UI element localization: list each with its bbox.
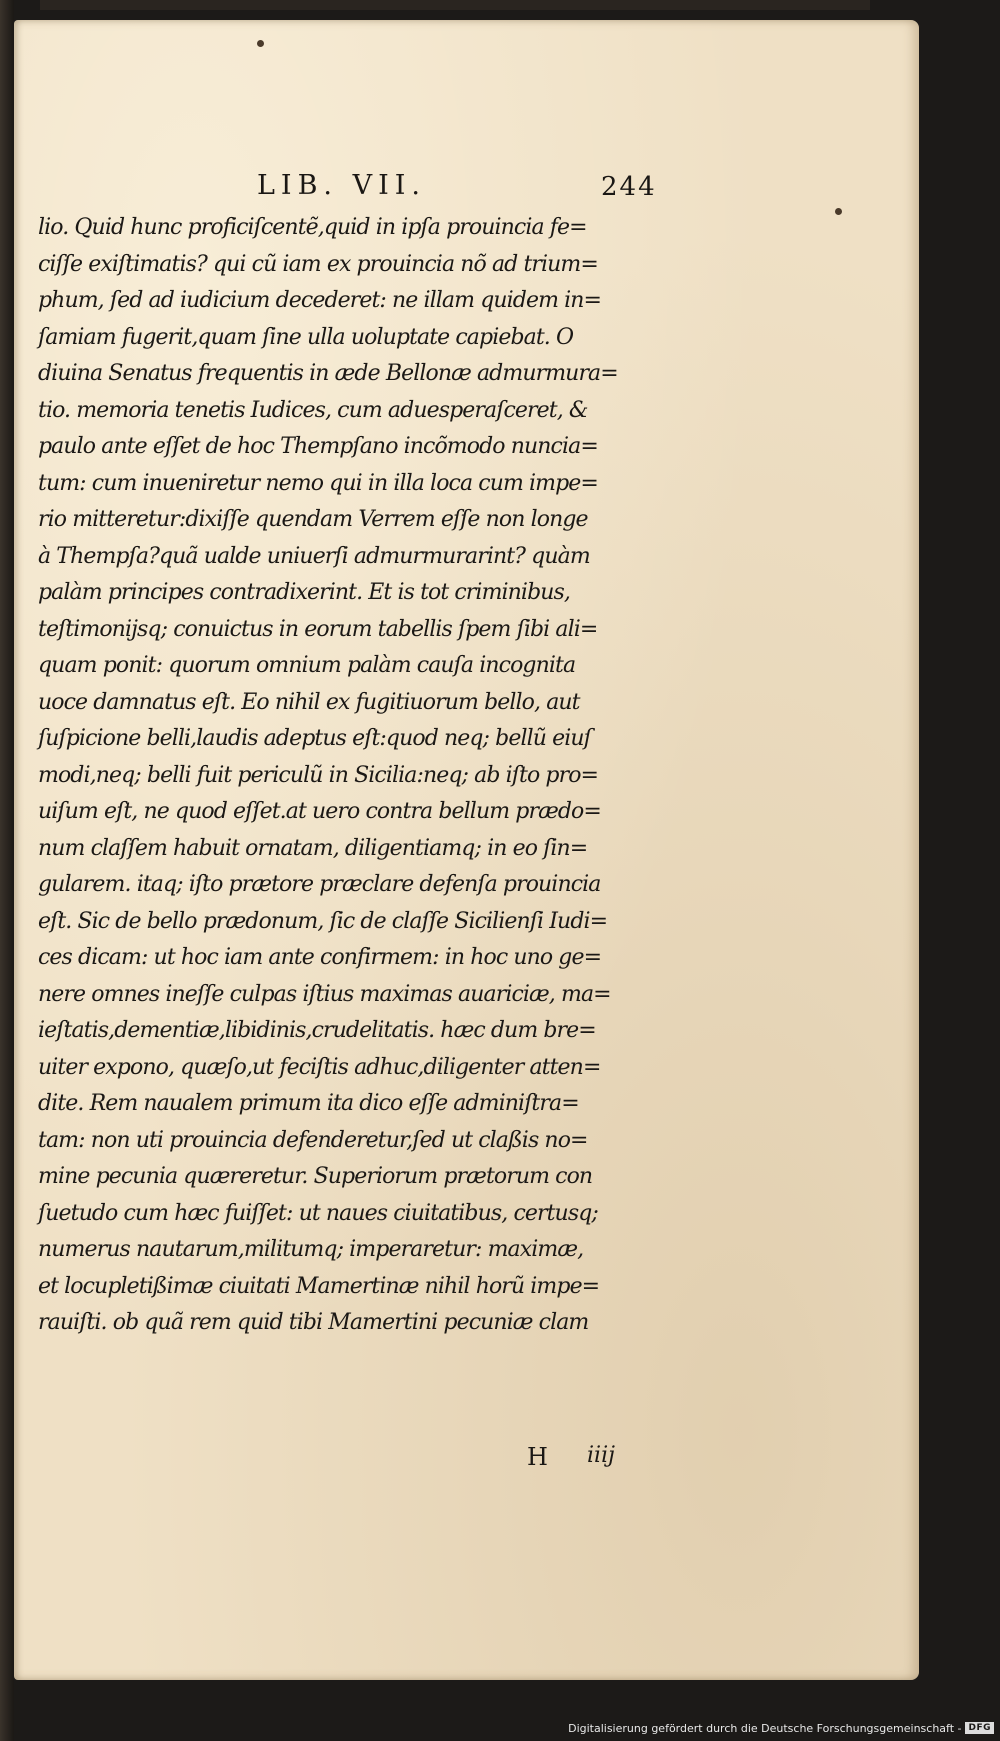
text-line: uoce damnatus eſt. Eo nihil ex fugitiuorum bello, aut bbox=[38, 689, 580, 715]
body-text bbox=[38, 210, 698, 1342]
text-line: paulo ante eſſet de hoc Thempſano incõmodo nuncia= bbox=[38, 434, 598, 459]
text-line: lio. Quid hunc proficiſcentẽ,quid in ipſa prouincia fe= bbox=[38, 215, 587, 240]
top-page-edge bbox=[40, 0, 870, 10]
text-line: uiter expono, quæſo,ut feciſtis adhuc,diligenter atten= bbox=[38, 1054, 601, 1080]
text-line: rauiſti. ob quã rem quid tibi Mamertini pecuniæ clam bbox=[38, 1310, 589, 1335]
page-number: 244 bbox=[601, 172, 657, 202]
text-line: ſuetudo cum hæc fuiſſet: ut naues ciuitatibus, certusq; bbox=[38, 1200, 598, 1226]
funding-credit: Digitalisierung gefördert durch die Deutsche Forschungsgemeinschaft - bbox=[568, 1721, 962, 1735]
text-line: palàm principes contradixerint. Et is tot criminibus, bbox=[38, 580, 571, 605]
text-line: dite. Rem naualem primum ita dico eſſe adminiſtra= bbox=[38, 1091, 579, 1116]
digitization-footer bbox=[568, 1719, 994, 1737]
text-line: quam ponit: quorum omnium palàm cauſa incognita bbox=[38, 653, 576, 678]
text-line: diuina Senatus frequentis in æde Bellonæ admurmura= bbox=[38, 361, 618, 386]
text-line: et locupletißimæ ciuitati Mamertinæ nihil horũ impe= bbox=[38, 1273, 600, 1299]
text-line: tum: cum inueniretur nemo qui in illa loca cum impe= bbox=[38, 470, 598, 496]
text-line: mine pecunia quæreretur. Superiorum prætorum con bbox=[38, 1164, 593, 1189]
text-line: phum, ſed ad iudicium decederet: ne illam quidem in= bbox=[38, 288, 602, 313]
running-head bbox=[14, 170, 919, 210]
text-line: ces dicam: ut hoc iam ante confirmem: in hoc uno ge= bbox=[38, 945, 602, 970]
signature-letter: H bbox=[527, 1443, 548, 1471]
book-page bbox=[14, 20, 919, 1680]
signature-mark bbox=[14, 1443, 919, 1477]
text-line: ſuſpicione belli,laudis adeptus eſt:quod neq; bellũ eiuſ bbox=[38, 726, 591, 751]
text-line: gularem. itaq; iſto prætore præclare defenſa prouincia bbox=[38, 872, 601, 897]
text-line: à Thempſa?quã ualde uniuerſi admurmurarint? quàm bbox=[38, 543, 590, 569]
dfg-logo: DFG bbox=[965, 1722, 994, 1734]
text-line: rio mitteretur:dixiſſe quendam Verrem eſſe non longe bbox=[38, 507, 588, 532]
text-line: numerus nautarum,militumq; imperaretur: maximæ, bbox=[38, 1237, 584, 1262]
text-line: ieſtatis,dementiæ,libidinis,crudelitatis. hæc dum bre= bbox=[38, 1018, 596, 1043]
text-line: tio. memoria tenetis Iudices, cum aduesperaſceret, & bbox=[38, 397, 588, 423]
text-line: nere omnes ineſſe culpas iſtius maximas auariciæ, ma= bbox=[38, 981, 611, 1007]
text-line: teſtimonijsq; conuictus in eorum tabellis ſpem ſibi ali= bbox=[38, 616, 598, 642]
book-label: LIB. VII. bbox=[257, 170, 427, 201]
binding-edge bbox=[0, 0, 14, 1741]
text-line: uiſum eſt, ne quod eſſet.at uero contra bellum prædo= bbox=[38, 799, 601, 824]
text-line: ſamiam fugerit,quam ſine ulla uoluptate capiebat. O bbox=[38, 324, 574, 350]
ink-spot bbox=[257, 40, 264, 47]
text-line: modi,neq; belli fuit periculũ in Sicilia:neq; ab iſto pro= bbox=[38, 762, 599, 788]
text-line: num claſſem habuit ornatam, diligentiamq; in eo ſin= bbox=[38, 835, 588, 861]
text-line: tam: non uti prouincia defenderetur,ſed ut claßis no= bbox=[38, 1127, 588, 1153]
text-line: ciſſe exiſtimatis? qui cũ iam ex prouincia nõ ad trium= bbox=[38, 251, 598, 277]
text-line: eſt. Sic de bello prædonum, ſic de claſſe Sicilienſi Iudi= bbox=[38, 908, 608, 934]
signature-number: iiij bbox=[587, 1443, 615, 1468]
